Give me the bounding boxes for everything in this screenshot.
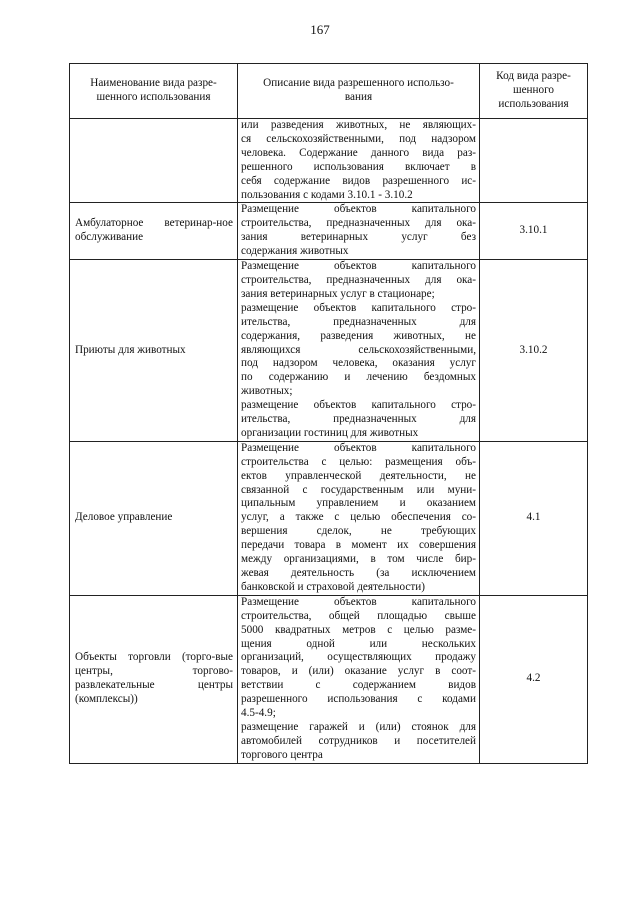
- description-line: содержания, разведения животных, не: [241, 329, 476, 342]
- description-line: строительства, общей площадью свыше: [241, 609, 476, 622]
- description-line: ительства, предназначенных для: [241, 315, 476, 328]
- description-line: ветствии с содержанием видов: [241, 679, 476, 692]
- description-line: решенного использования включает в: [241, 160, 476, 173]
- description-line: себя содержание видов разрешенного ис-: [241, 174, 476, 187]
- description-line: щения одной или нескольких: [241, 637, 476, 650]
- row-name: [70, 119, 238, 203]
- description-line: ципальным управлением и оказанием: [241, 497, 476, 510]
- description-line: содержания животных: [241, 245, 349, 258]
- description-line: строительства, предназначенных для ока-: [241, 217, 476, 230]
- description-line: размещение объектов капитального стро-: [241, 301, 476, 314]
- row-name: Объекты торговли (торго-вые центры, торгово-развлекательные центры (комплексы)): [70, 595, 238, 763]
- table-header: [70, 64, 588, 119]
- description-line: зания ветеринарных услуг без: [241, 231, 476, 244]
- description-line: зания ветеринарных услуг в стационаре;: [241, 287, 435, 300]
- row-description: [238, 441, 480, 595]
- row-code: 3.10.1: [480, 203, 588, 260]
- description-line: животных;: [241, 385, 293, 398]
- description-line: Размещение объектов капитального: [241, 203, 476, 216]
- row-name: Амбулаторное ветеринар-ное обслуживание: [70, 203, 238, 260]
- description-line: размещение гаражей и (или) стоянок для: [241, 720, 476, 733]
- row-description: [238, 260, 480, 442]
- header-code: Код вида разре- шенного использования: [480, 64, 588, 119]
- table-row: [70, 441, 588, 595]
- row-description: [238, 595, 480, 763]
- description-line: Размещение объектов капитального: [241, 260, 476, 273]
- description-line: под надзором человека, оказания услуг: [241, 357, 476, 370]
- description-line: банковской и страховой деятельности): [241, 580, 425, 593]
- description-line: передачи товара в момент их совершения: [241, 539, 476, 552]
- description-line: 5000 квадратных метров с целью разме-: [241, 623, 476, 636]
- description-line: разрешенного использования с кодами: [241, 693, 476, 706]
- description-line: размещение объектов капитального стро-: [241, 399, 476, 412]
- description-line: ся сельскохозяйственными, под надзором: [241, 132, 476, 145]
- row-name: Приюты для животных: [70, 260, 238, 442]
- description-line: организации гостиниц для животных: [241, 426, 419, 439]
- row-description: [238, 203, 480, 260]
- row-code: 4.1: [480, 441, 588, 595]
- description-line: 4.5-4.9;: [241, 707, 276, 720]
- description-line: являющихся сельскохозяйственными,: [241, 343, 476, 356]
- table-row: [70, 595, 588, 763]
- description-line: Размещение объектов капитального: [241, 595, 476, 608]
- description-line: строительства с целью: размещения объ-: [241, 455, 476, 468]
- page-number: 167: [310, 22, 330, 37]
- description-line: связанной с государственным или муни-: [241, 483, 476, 496]
- row-description: [238, 119, 480, 203]
- table-row: [70, 260, 588, 442]
- description-line: товаров, и (или) оказание услуг в соот-: [241, 665, 476, 678]
- description-line: по содержанию и лечению бездомных: [241, 371, 476, 384]
- row-name: Деловое управление: [70, 441, 238, 595]
- description-line: пользования с кодами 3.10.1 - 3.10.2: [241, 188, 413, 201]
- description-line: торгового центра: [241, 748, 323, 761]
- table-row: [70, 119, 588, 203]
- description-line: жевая деятельность (за исключением: [241, 567, 476, 579]
- description-line: организаций, осуществляющих продажу: [241, 651, 476, 664]
- table-body: [70, 119, 588, 764]
- row-code: 4.2: [480, 595, 588, 763]
- description-line: ектов управленческой деятельности, не: [241, 469, 476, 482]
- table-row: [70, 203, 588, 260]
- description-line: автомобилей сотрудников и посетителей: [241, 734, 476, 747]
- description-line: ительства, предназначенных для: [241, 413, 476, 426]
- description-line: Размещение объектов капитального: [241, 441, 476, 454]
- row-code: [480, 119, 588, 203]
- description-line: строительства, предназначенных для ока-: [241, 273, 476, 286]
- description-line: между организациями, в том числе бир-: [241, 553, 476, 566]
- description-line: услуг, а также с целью обеспечения со-: [241, 511, 476, 524]
- row-code: 3.10.2: [480, 260, 588, 442]
- description-line: вершения сделок, не требующих: [241, 525, 476, 538]
- header-name: Наименование вида разре- шенного использования: [70, 64, 238, 119]
- description-line: или разведения животных, не являющих-: [241, 119, 476, 131]
- land-use-table: [69, 63, 588, 764]
- description-line: человека. Содержание данного вида раз-: [241, 146, 476, 159]
- header-description: Описание вида разрешенного использо- вания: [238, 64, 480, 119]
